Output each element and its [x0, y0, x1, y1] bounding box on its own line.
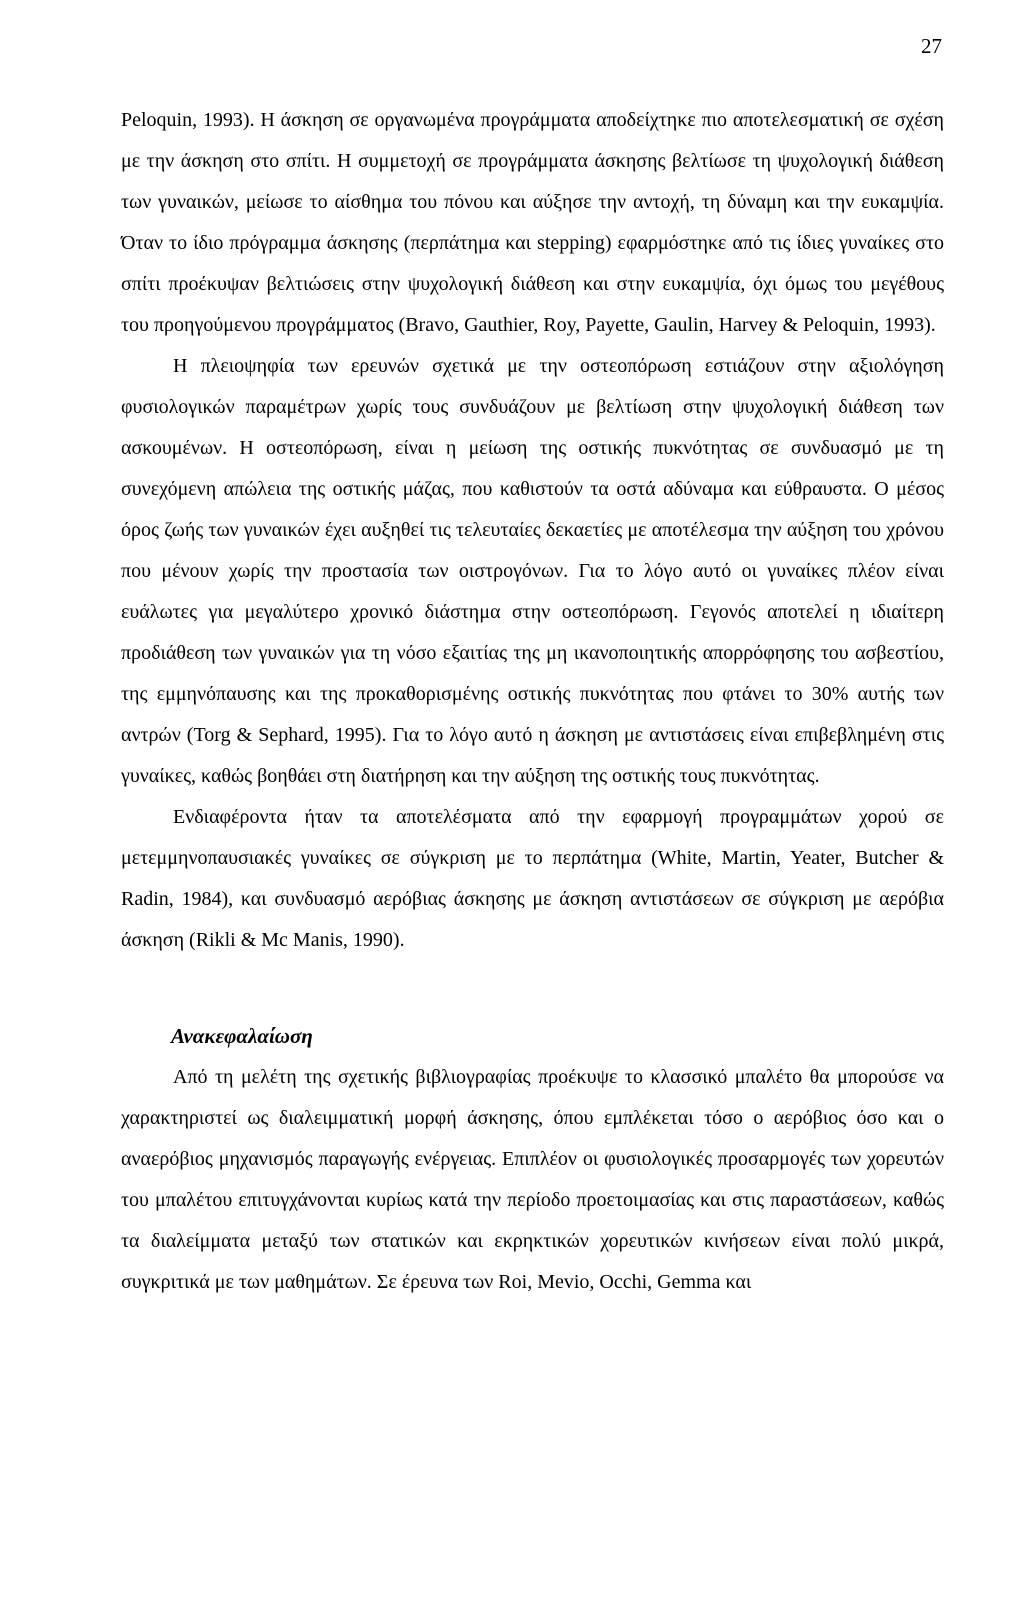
paragraph-osteoporosis: Η πλειοψηφία των ερευνών σχετικά με την οστεοπόρωση εστιάζουν στην αξιολόγηση φυσιολογικών παραμέτρων χωρίς τους συνδυάζουν με βελτίωση στην ψυχολογική διάθεση των ασκουμένων. Η οστεοπόρωση, είναι η μείωση της οστικής πυκνότητας σε συνδυασμό με τη συνεχόμενη απώλεια της οστικής μάζας, που καθιστούν τα οστά αδύναμα και εύθραυστα. Ο μέσος όρος ζωής των γυναικών έχει αυξηθεί τις τελευταίες δεκαετίες με αποτέλεσμα την αύξηση του χρόνου που μένουν χωρίς την προστασία των οιστρογόνων. Για το λόγο αυτό οι γυναίκες πλέον είναι ευάλωτες για μεγαλύτερο χρονικό διάστημα στην οστεοπόρωση. Γεγονός αποτελεί η ιδιαίτερη προδιάθεση των γυναικών για τη νόσο εξαιτίας της μη ικανοποιητικής απορρόφησης του ασβεστίου, της εμμηνόπαυσης και της προκαθορισμένης οστικής πυκνότητας που φτάνει το 30% αυτής των αντρών (Torg & Sephard, 1995). Για το λόγο αυτό η άσκηση με αντιστάσεις είναι επιβεβλημένη στις γυναίκες, καθώς βοηθάει στη διατήρηση και την αύξηση της οστικής τους πυκνότητας. [121, 355, 944, 787]
section-heading-summary: Ανακεφαλαίωση [171, 1024, 313, 1048]
page-number: 27 [921, 34, 942, 58]
paragraph-summary: Από τη μελέτη της σχετικής βιβλιογραφίας προέκυψε το κλασσικό μπαλέτο θα μπορούσε να χαρακτηριστεί ως διαλειμματική μορφή άσκησης, όπου εμπλέκεται τόσο ο αερόβιος όσο και ο αναερόβιος μηχανισμός παραγωγής ενέργειας. Επιπλέον οι φυσιολογικές προσαρμογές των χορευτών του μπαλέτου επιτυγχάνονται κυρίως κατά την περίοδο προετοιμασίας και στις παραστάσεων, καθώς τα διαλείμματα μεταξύ των στατικών και εκρηκτικών χορευτικών κινήσεων είναι πολύ μικρά, συγκριτικά με των μαθημάτων. Σε έρευνα των Roi, Mevio, Occhi, Gemma και [121, 1066, 944, 1293]
paragraph-dance-programs: Ενδιαφέροντα ήταν τα αποτελέσματα από την εφαρμογή προγραμμάτων χορού σε μετεμμηνοπαυσιακές γυναίκες σε σύγκριση με το περπάτημα (White, Martin, Yeater, Butcher & Radin, 1984), και συνδυασμό αερόβιας άσκησης με άσκηση αντιστάσεων σε σύγκριση με αερόβια άσκηση (Rikli & Mc Manis, 1990). [121, 806, 944, 951]
document-body [121, 100, 944, 1303]
paragraph-continuation: Peloquin, 1993). Η άσκηση σε οργανωμένα προγράμματα αποδείχτηκε πιο αποτελεσματική σε σχέση με την άσκηση στο σπίτι. Η συμμετοχή σε προγράμματα άσκησης βελτίωσε τη ψυχολογική διάθεση των γυναικών, μείωσε το αίσθημα του πόνου και αύξησε την αντοχή, τη δύναμη και την ευκαμψία. Όταν το ίδιο πρόγραμμα άσκησης (περπάτημα και stepping) εφαρμόστηκε από τις ίδιες γυναίκες στο σπίτι προέκυψαν βελτιώσεις στην ψυχολογική διάθεση και στην ευκαμψία, όχι όμως του μεγέθους του προηγούμενου προγράμματος (Bravo, Gauthier, Roy, Payette, Gaulin, Harvey & Peloquin, 1993). [121, 109, 944, 336]
